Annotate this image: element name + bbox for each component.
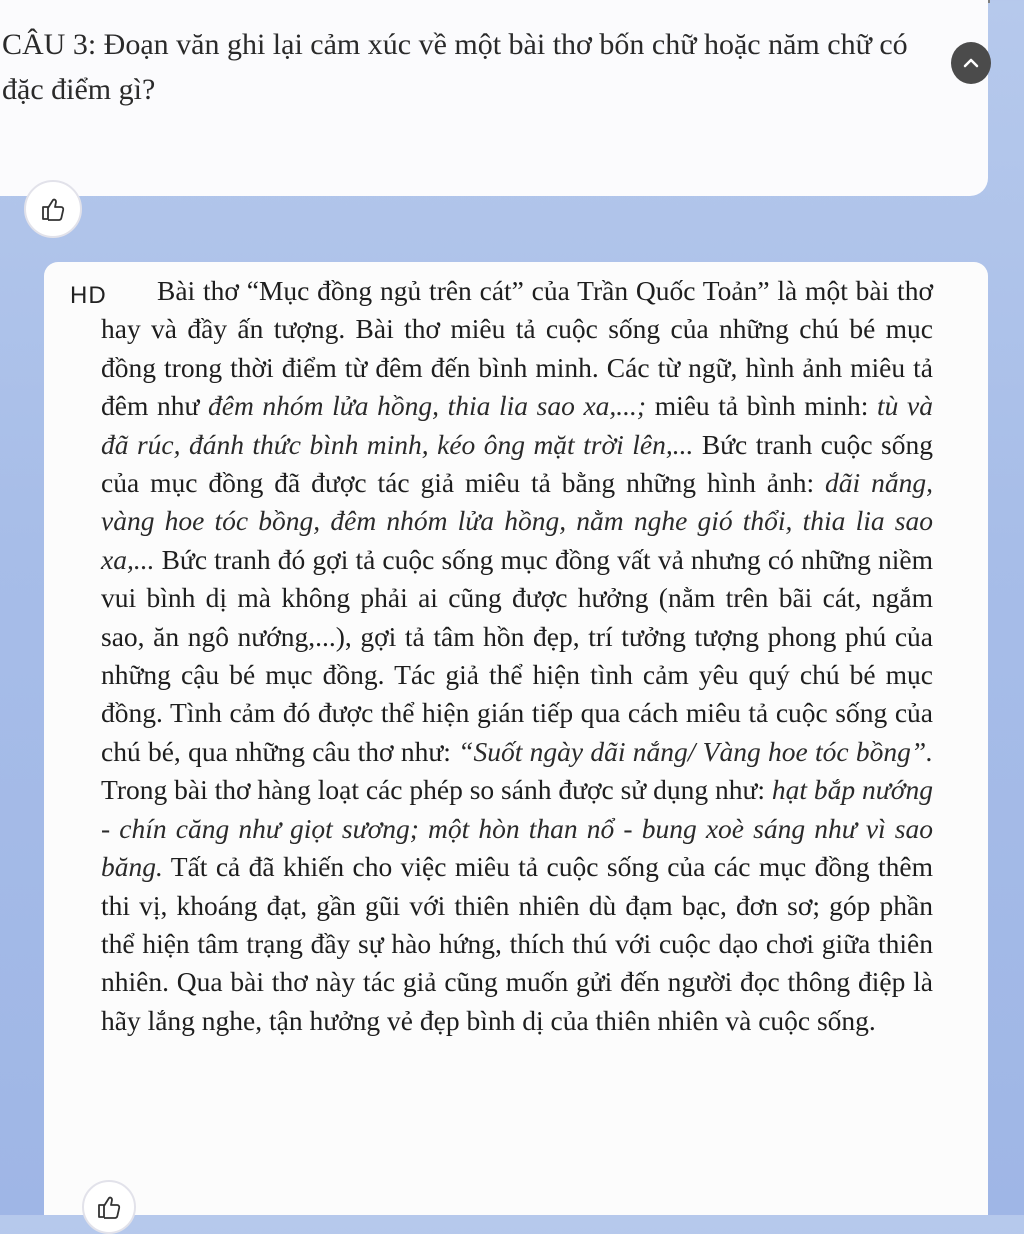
answer-text-segment: miêu tả bình minh: [646, 390, 878, 422]
thumbs-up-icon [39, 195, 67, 223]
like-button-answer[interactable] [82, 1180, 136, 1234]
answer-quote-segment: “Suốt ngày dãi nắng/ Vàng hoe tóc bồng”. [458, 735, 933, 767]
like-button[interactable] [24, 180, 82, 238]
collapse-button[interactable] [951, 42, 991, 84]
question-card [0, 0, 988, 196]
chevron-up-icon [961, 53, 981, 73]
answer-text-segment: Bức tranh cuộc sống của mục đồng đã được tác giả miêu tả bằng những hình ảnh: [101, 428, 933, 499]
answer-quote-segment: dãi nắng, vàng hoe tóc bồng, đêm nhóm lửa hồng, nằm nghe gió thổi, thia lia sao xa,... [101, 467, 933, 575]
answer-text-segment: Bức tranh đó gợi tả cuộc sống mục đồng vất vả nhưng có những niềm vui bình dị mà không phải ai cũng được hưởng (nằm trên bãi cát, ngắm sao, ăn ngô nướng,...), gợi tả tâm hồn đẹp, trí tưởng tượng phong phú của những cậu bé mục đồng. Tác giả thể hiện tình cảm yêu quý chú bé mục đồng. Tình cảm đó được thể hiện gián tiếp qua cách miêu tả cuộc sống của chú bé, qua những câu thơ như: [101, 543, 933, 767]
answer-quote-segment: hạt bắp nướng - chín căng như giọt sương; một hòn than nổ - bung xoè sáng như vì sao băng. [101, 774, 933, 883]
answer-label: HD [70, 282, 107, 309]
question-title: CÂU 3: Đoạn văn ghi lại cảm xúc về một bài thơ bốn chữ hoặc năm chữ có đặc điểm gì? [2, 28, 908, 106]
thumbs-up-icon [95, 1193, 123, 1221]
answer-quote-segment: tù và đã rúc, đánh thức bình minh, kéo ông mặt trời lên,... [101, 390, 933, 460]
answer-text-segment: Bài thơ “Mục đồng ngủ trên cát” của Trần Quốc Toản” là một bài thơ hay và đầy ấn tượng. Bài thơ miêu tả cuộc sống của những chú bé mục đồng trong thời điểm từ đêm đến bình minh. Các từ ngữ, hình ảnh miêu tả đêm như [101, 275, 933, 422]
answer-quote-segment: đêm nhóm lửa hồng, thia lia sao xa,...; [207, 390, 647, 422]
answer-text-segment: Tất cả đã khiến cho việc miêu tả cuộc sống của các mục đồng thêm thi vị, khoáng đạt, gần gũi với thiên nhiên dù đạm bạc, đơn sơ; góp phần thể hiện tâm trạng đầy sự hào hứng, thích thú với cuộc dạo chơi giữa thiên nhiên. Qua bài thơ này tác giả cũng muốn gửi đến người đọc thông điệp là hãy lắng nghe, tận hưởng vẻ đẹp bình dị của thiên nhiên và cuộc sống. [101, 851, 933, 1036]
answer-body [101, 272, 933, 1040]
answer-text-segment: Trong bài thơ hàng loạt các phép so sánh được sử dụng như: [101, 774, 772, 806]
